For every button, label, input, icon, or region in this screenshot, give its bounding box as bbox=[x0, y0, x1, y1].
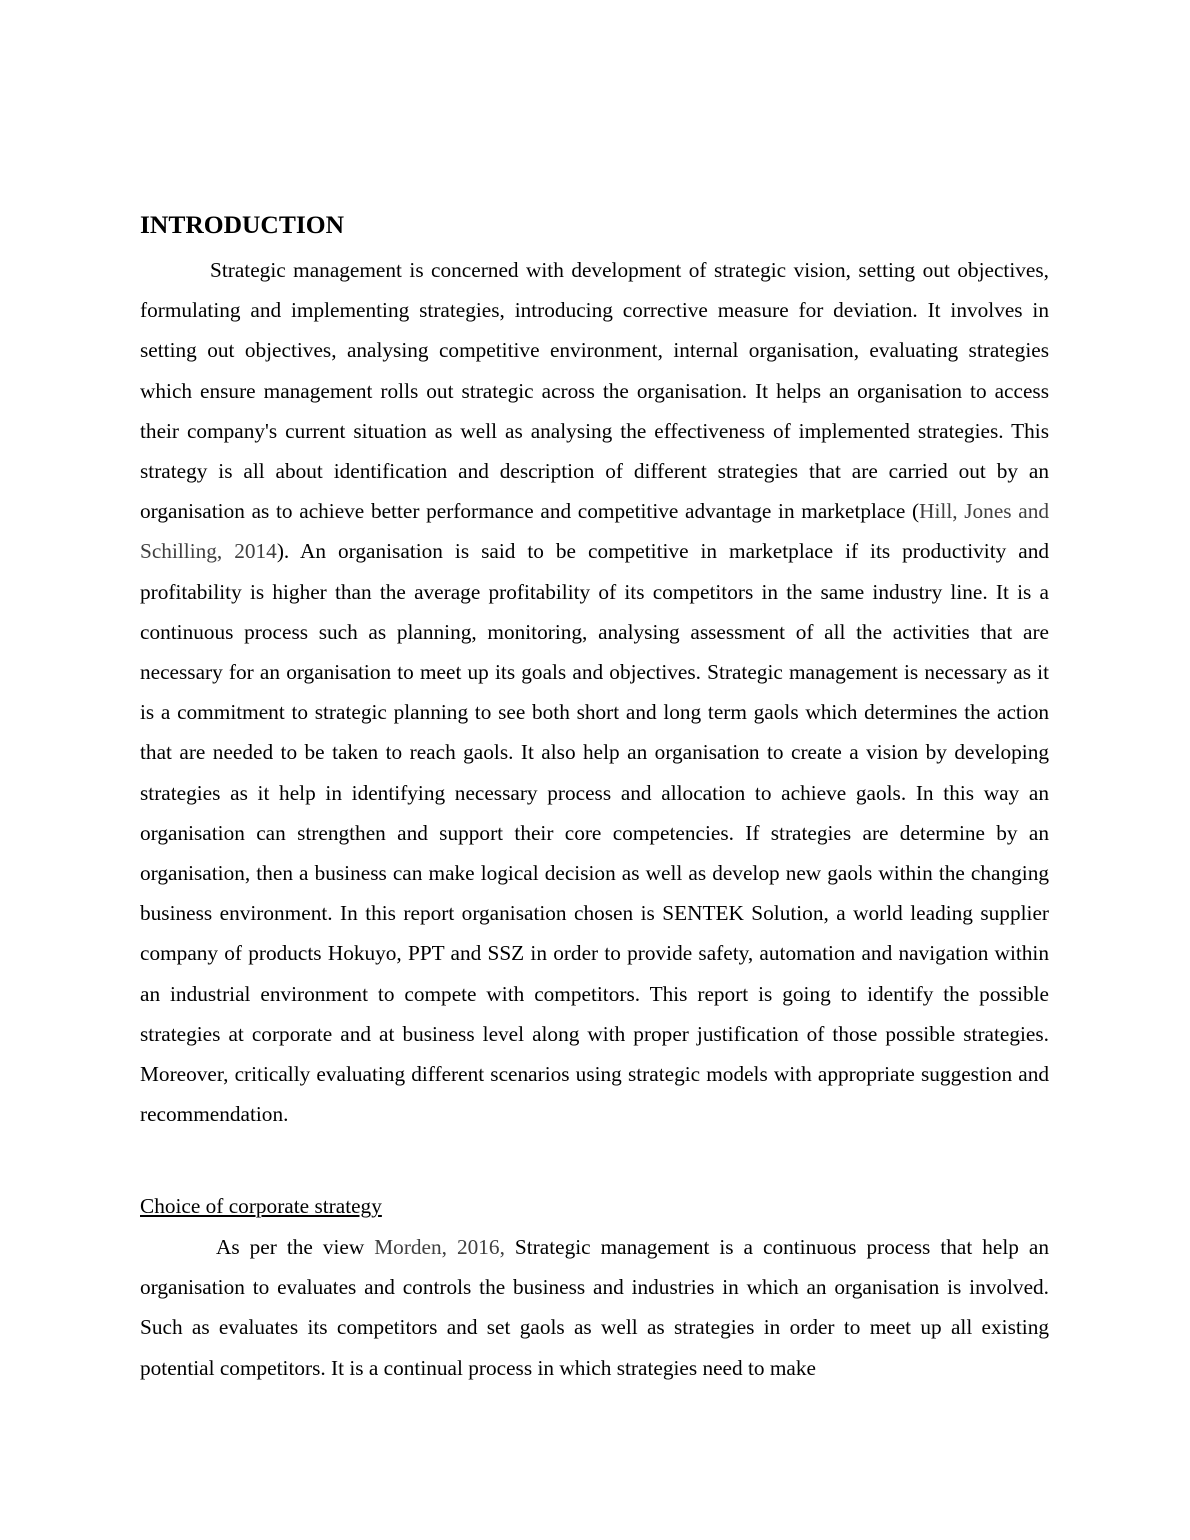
introduction-paragraph bbox=[140, 250, 1049, 1134]
corporate-strategy-paragraph bbox=[140, 1227, 1049, 1388]
choice-text-lead: As per the view bbox=[216, 1235, 375, 1259]
intro-text-part2: ). An organisation is said to be competitive in marketplace if its productivity and profitability is higher than the average profitability of its competitors in the same industry line. It is a continuous process such as planning, monitoring, analysing assessment of all the activities that are necessary for an organisation to meet up its goals and objectives. Strategic management is necessary as it is a commitment to strategic planning to see both short and long term gaols which determines the action that are needed to be taken to reach gaols. It also help an organisation to create a vision by developing strategies as it help in identifying necessary process and allocation to achieve gaols. In this way an organisation can strengthen and support their core competencies. If strategies are determine by an organisation, then a business can make logical decision as well as develop new gaols within the changing business environment. In this report organisation chosen is SENTEK Solution, a world leading supplier company of products Hokuyo, PPT and SSZ in order to provide safety, automation and navigation within an industrial environment to compete with competitors. This report is going to identify the possible strategies at corporate and at business level along with proper justification of those possible strategies. Moreover, critically evaluating different scenarios using strategic models with appropriate suggestion and recommendation. bbox=[140, 539, 1049, 1127]
intro-citation: Hill, Jones and Schilling, 2014 bbox=[140, 499, 1049, 564]
subheading-corporate-strategy: Choice of corporate strategy bbox=[140, 1194, 382, 1218]
choice-citation: Morden, 2016, bbox=[374, 1235, 505, 1259]
intro-text-part1: Strategic management is concerned with development of strategic vision, setting out objectives, formulating and implementing strategies, introducing corrective measure for deviation. It involves in setting out objectives, analysing competitive environment, internal organisation, evaluating strategies which ensure management rolls out strategic across the organisation. It helps an organisation to access their company's current situation as well as analysing the effectiveness of implemented strategies. This strategy is all about identification and description of different strategies that are carried out by an organisation as to achieve better performance and competitive advantage in marketplace ( bbox=[140, 258, 1049, 524]
choice-text-rest: Strategic management is a continuous process that help an organisation to evaluates and controls the business and industries in which an organisation is involved. Such as evaluates its competitors and set gaols as well as strategies in order to meet up all existing potential competitors. It is a continual process in which strategies need to make bbox=[140, 1235, 1049, 1380]
section-heading-introduction: INTRODUCTION bbox=[140, 210, 345, 239]
